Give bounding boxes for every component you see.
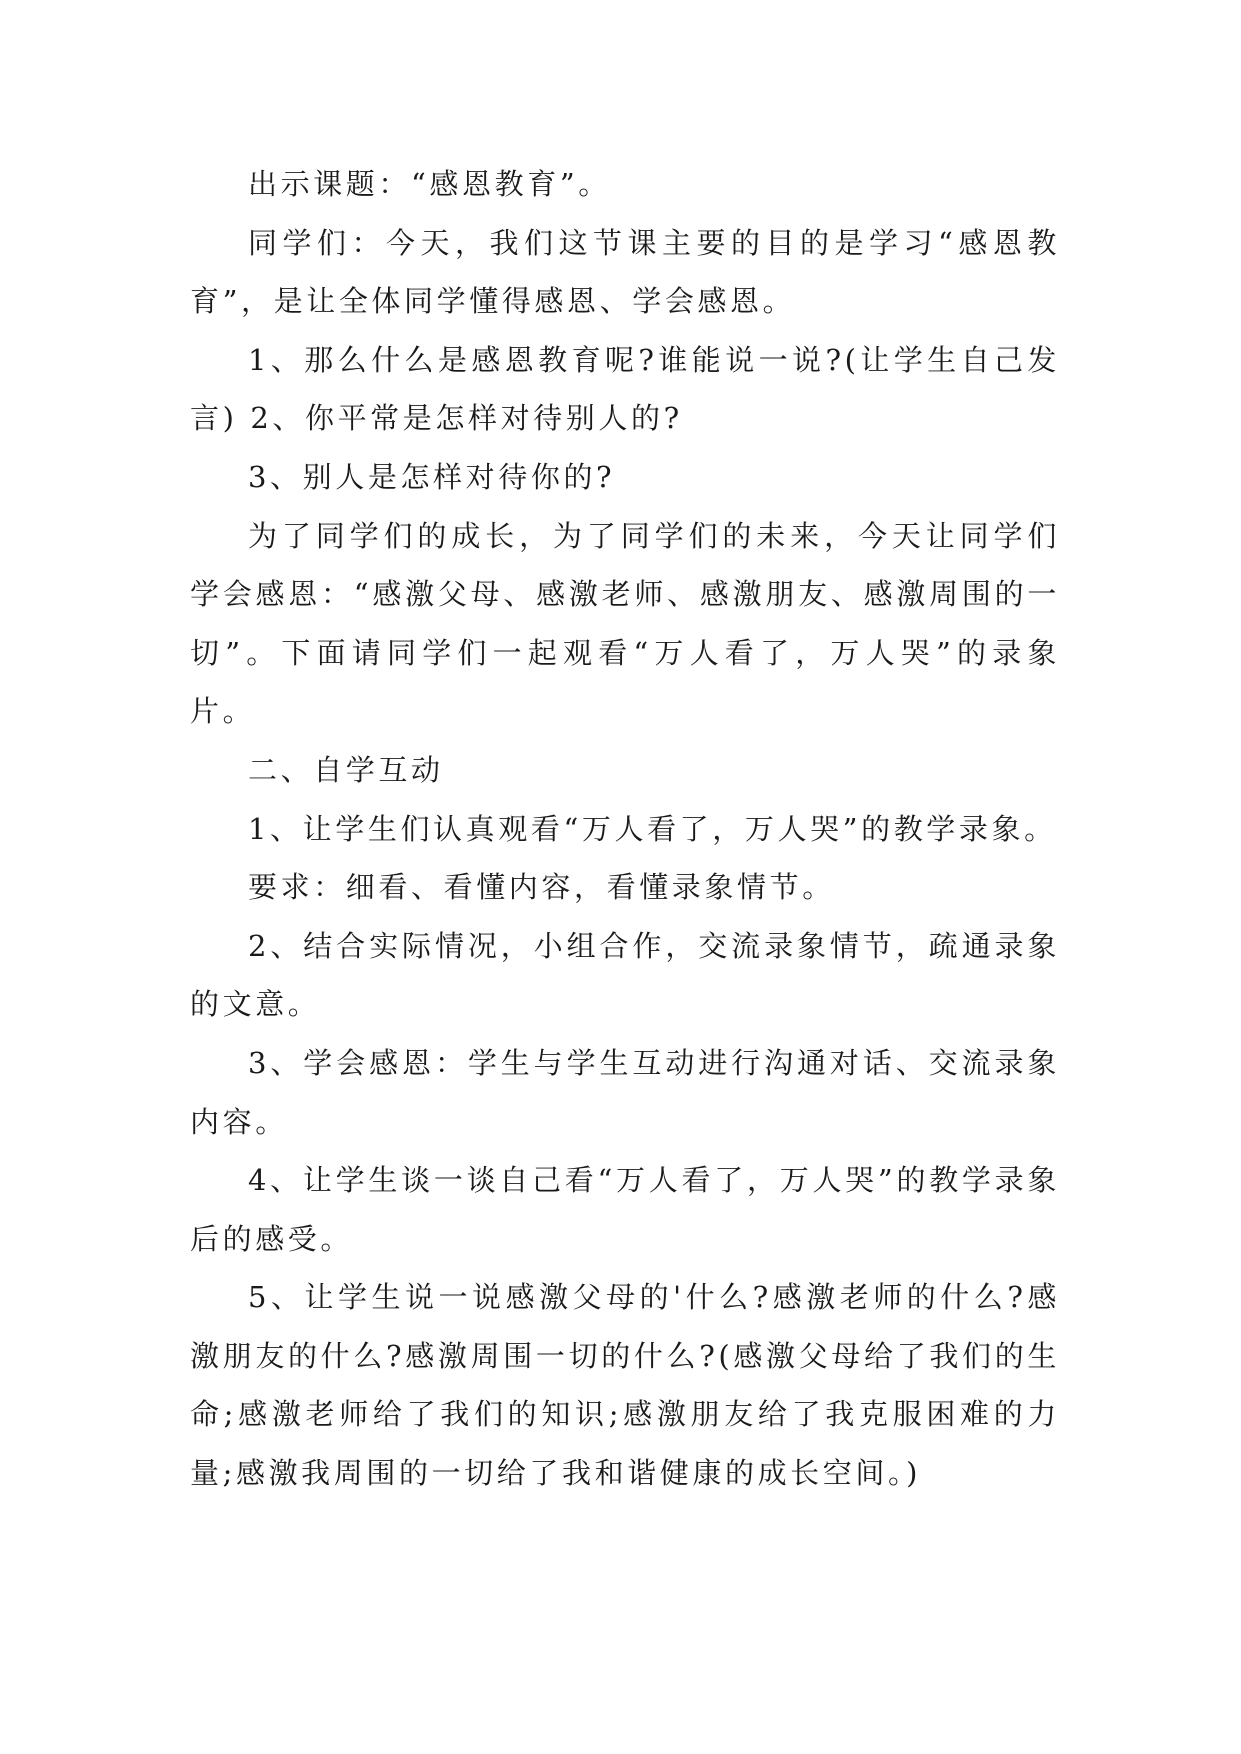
paragraph-step-3: 3、学会感恩：学生与学生互动进行沟通对话、交流录象内容。	[190, 1045, 1060, 1139]
paragraph-questions-1-2: 1、那么什么是感恩教育呢?谁能说一说?(让学生自己发言) 2、你平常是怎样对待别人的?	[190, 342, 1060, 436]
paragraph-step-1: 1、让学生们认真观看“万人看了，万人哭”的教学录象。	[248, 811, 1057, 846]
paragraph-intro: 同学们：今天，我们这节课主要的目的是学习“感恩教育”，是让全体同学懂得感恩、学会感恩。	[190, 225, 1060, 319]
paragraph-step-4: 4、让学生谈一谈自己看“万人看了，万人哭”的教学录象后的感受。	[190, 1163, 1060, 1256]
paragraph-question-3: 3、别人是怎样对待你的?	[248, 459, 616, 494]
paragraph-requirement: 要求：细看、看懂内容，看懂录象情节。	[248, 870, 835, 905]
paragraph-purpose: 为了同学们的成长，为了同学们的未来，今天让同学们学会感恩：“感激父母、感激老师、感激朋友、感激周围的一切”。下面请同学们一起观看“万人看了，万人哭”的录象片。	[190, 518, 1060, 729]
paragraph-topic: 出示课题：“感恩教育”。	[248, 167, 611, 201]
document-body	[190, 155, 1060, 1503]
paragraph-step-2: 2、结合实际情况，小组合作，交流录象情节，疏通录象的文意。	[190, 928, 1060, 1022]
section-heading: 二、自学互动	[248, 752, 444, 787]
paragraph-step-5: 5、让学生说一说感激父母的'什么?感激老师的什么?感激朋友的什么?感激周围一切的什么?(感激父母给了我们的生命;感激老师给了我们的知识;感激朋友给了我克服困难的力量;感激我周围的一切给了我和谐健康的成长空间。)	[190, 1280, 1060, 1491]
